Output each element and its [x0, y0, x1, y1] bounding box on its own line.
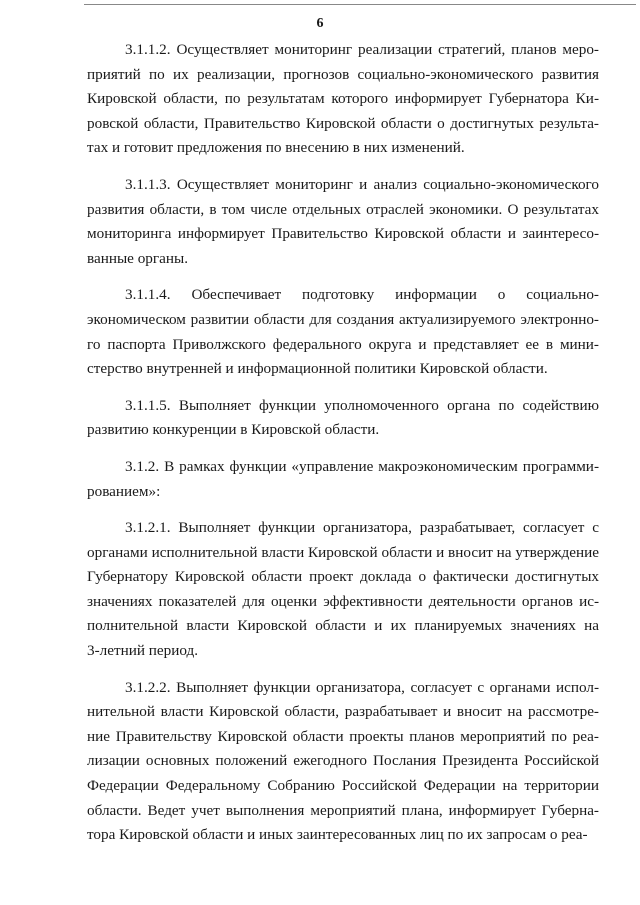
text-line: области. Ведет учет выполнения мероприятий плана, информирует Губерна-	[87, 801, 599, 819]
text-line: 3.1.1.4. Обеспечивает подготовку информации о социально-	[125, 286, 599, 304]
body-text	[87, 38, 599, 860]
text-line: тах и готовит предложения по внесению в них изменений.	[87, 139, 465, 157]
text-line: ровской области, Правительство Кировской области о достигнутых результа-	[87, 114, 599, 132]
text-line: полнительной власти Кировской области и их планируемых значениях на	[87, 617, 599, 635]
text-line: экономическом развитии области для создания актуализируемого электронно-	[87, 310, 599, 328]
text-line: 3.1.1.5. Выполняет функции уполномоченного органа по содействию	[125, 396, 599, 414]
text-line: 3-летний период.	[87, 642, 199, 660]
text-line: Федерации Федеральному Собранию Российской Федерации на территории	[87, 777, 599, 795]
text-line: 3.1.1.2. Осуществляет мониторинг реализации стратегий, планов меро-	[125, 41, 599, 58]
text-line: тора Кировской области и иных заинтересованных лиц по их запросам о реа-	[87, 826, 588, 844]
text-line: мониторинга информирует Правительство Кировской области и заинтересо-	[87, 225, 599, 243]
text-line: нительной власти Кировской области, разрабатывает и вносит на рассмотре-	[87, 703, 599, 721]
paragraph	[87, 676, 599, 848]
paragraph	[87, 394, 599, 443]
text-line: развитию конкуренции в Кировской области.	[87, 421, 380, 439]
top-rule	[84, 4, 636, 5]
text-line: 3.1.2.2. Выполняет функции организатора, согласует с органами испол-	[125, 678, 599, 696]
paragraph	[87, 516, 599, 664]
text-line: ванные органы.	[87, 249, 188, 267]
text-line: значениях показателей для оценки эффективности деятельности органов ис-	[87, 592, 599, 610]
text-line: ние Правительству Кировской области проекты планов мероприятий по реа-	[87, 727, 599, 745]
paragraph	[87, 38, 599, 161]
paragraph	[87, 283, 599, 381]
text-line: 3.1.1.3. Осуществляет мониторинг и анализ социально-экономического	[125, 175, 599, 193]
paragraph	[87, 173, 599, 271]
text-line: приятий по их реализации, прогнозов социально-экономического развития	[87, 65, 599, 83]
text-line: стерство внутренней и информационной политики Кировской области.	[87, 360, 548, 378]
paragraph	[87, 455, 599, 504]
text-line: го паспорта Приволжского федерального округа и представляет ее в мини-	[87, 335, 599, 353]
text-line: развития области, в том числе отдельных отраслей экономики. О результатах	[87, 200, 599, 218]
text-line: Губернатору Кировской области проект доклада о фактически достигнутых	[87, 568, 599, 586]
text-line: 3.1.2. В рамках функции «управление макроэкономическим программи-	[125, 457, 599, 475]
text-line: органами исполнительной власти Кировской области и вносит на утверждение	[87, 543, 599, 561]
text-line: рованием»:	[87, 482, 161, 500]
text-line: 3.1.2.1. Выполняет функции организатора, разрабатывает, согласует с	[125, 519, 599, 537]
text-line: лизации основных положений ежегодного Послания Президента Российской	[87, 752, 599, 770]
page-number: 6	[316, 16, 324, 31]
text-line: Кировской области, по результатам которого информирует Губернатора Ки-	[87, 90, 599, 108]
